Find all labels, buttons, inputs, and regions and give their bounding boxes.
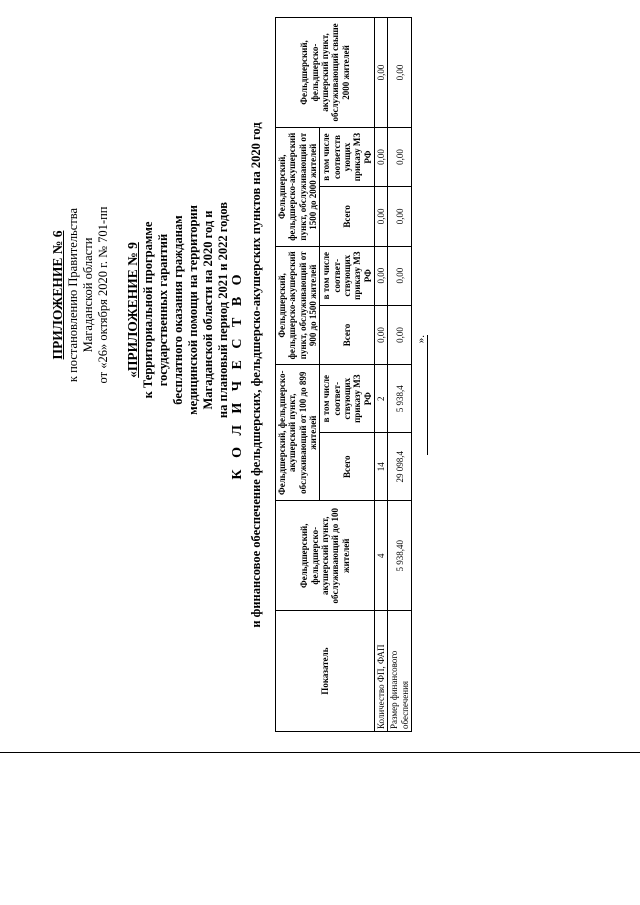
subheader-compliant: в том числе соответств ующих приказу МЗ РФ [320,127,375,186]
header-900-1500: Фельдшерский, фельдшерско-акушерский пункт, обслуживающий от 900 до 1500 жителей [276,246,320,365]
appendix-6-block [50,165,111,425]
table-cell: 0,00 [388,246,412,305]
header-1500-2000: Фельдшерский, фельдшерско-акушерский пункт, обслуживающий от 1500 до 2000 жителей [276,127,320,246]
row-label: Размер финансового обеспечения [388,611,412,732]
subheader-total: Всего [320,305,375,364]
table-cell: 0,00 [388,18,412,128]
appendix-6-title: ПРИЛОЖЕНИЕ № 6 [50,230,65,360]
subheader-compliant: в том числе соответ-ствующих приказу МЗ РФ [320,365,375,433]
table-cell: 0,00 [375,246,388,305]
table-cell: 0,00 [388,187,412,246]
appendix-9-line: медицинской помощи на территории [186,205,201,415]
header-upto-100: Фельдшерский, фельдшерско-акушерский пункт, обслуживающий до 100 жителей [276,501,375,611]
table-cell: 29 098,4 [388,433,412,501]
appendix-9-title: «ПРИЛОЖЕНИЕ № 9 [125,242,140,378]
subheader-compliant: в том числе соответ-ствующих приказу МЗ РФ [320,246,375,305]
table-cell: 2 [375,365,388,433]
table-header-row [276,18,320,732]
table-cell: 0,00 [375,18,388,128]
header-indicator: Показатель [276,611,375,732]
document-page [25,15,440,735]
table-row [375,18,388,732]
subheader-total: Всего [320,433,375,501]
table-cell: 5 938,40 [388,501,412,611]
appendix-6-line: Магаданской области [81,237,96,353]
page-divider-line [0,752,640,753]
table-cell: 14 [375,433,388,501]
table-cell: 5 938,4 [388,365,412,433]
appendix-9-line: Магаданской области на 2020 год и [201,210,216,410]
appendix-6-line: к постановлению Правительства [66,207,81,383]
row-label: Количество ФП, ФАП [375,611,388,732]
header-over-2000: Фельдшерский, фельдшерско-акушерский пункт, обслуживающий свыше 2000 жителей [276,18,375,128]
subheader-total: Всего [320,187,375,246]
table-cell: 4 [375,501,388,611]
appendix-9-line: государственных гарантий [156,233,171,387]
table-row [388,18,412,732]
appendix-9-block [125,145,231,475]
appendix-9-line: на плановый период 2021 и 2022 годов [216,201,231,419]
appendix-6-line: от «26» октября 2020 г. № 701-пп [96,206,111,384]
closing-mark: ». [415,335,428,455]
table-cell: 0,00 [375,187,388,246]
table-cell: 0,00 [388,305,412,364]
fap-table [275,17,412,732]
document-heading: К О Л И Ч Е С Т В О [230,270,245,480]
table-cell: 0,00 [375,305,388,364]
table-cell: 0,00 [375,127,388,186]
document-subheading: и финансовое обеспечение фельдшерских, фельдшерско-акушерских пунктов на 2020 год [249,122,263,628]
table-cell: 0,00 [388,127,412,186]
appendix-9-line: к Территориальной программе [141,221,156,399]
appendix-9-line: бесплатного оказания гражданам [171,215,186,405]
header-100-899: Фельдшерский, фельдшерско-акушерский пункт, обслуживающий от 100 до 899 жителей [276,365,320,501]
